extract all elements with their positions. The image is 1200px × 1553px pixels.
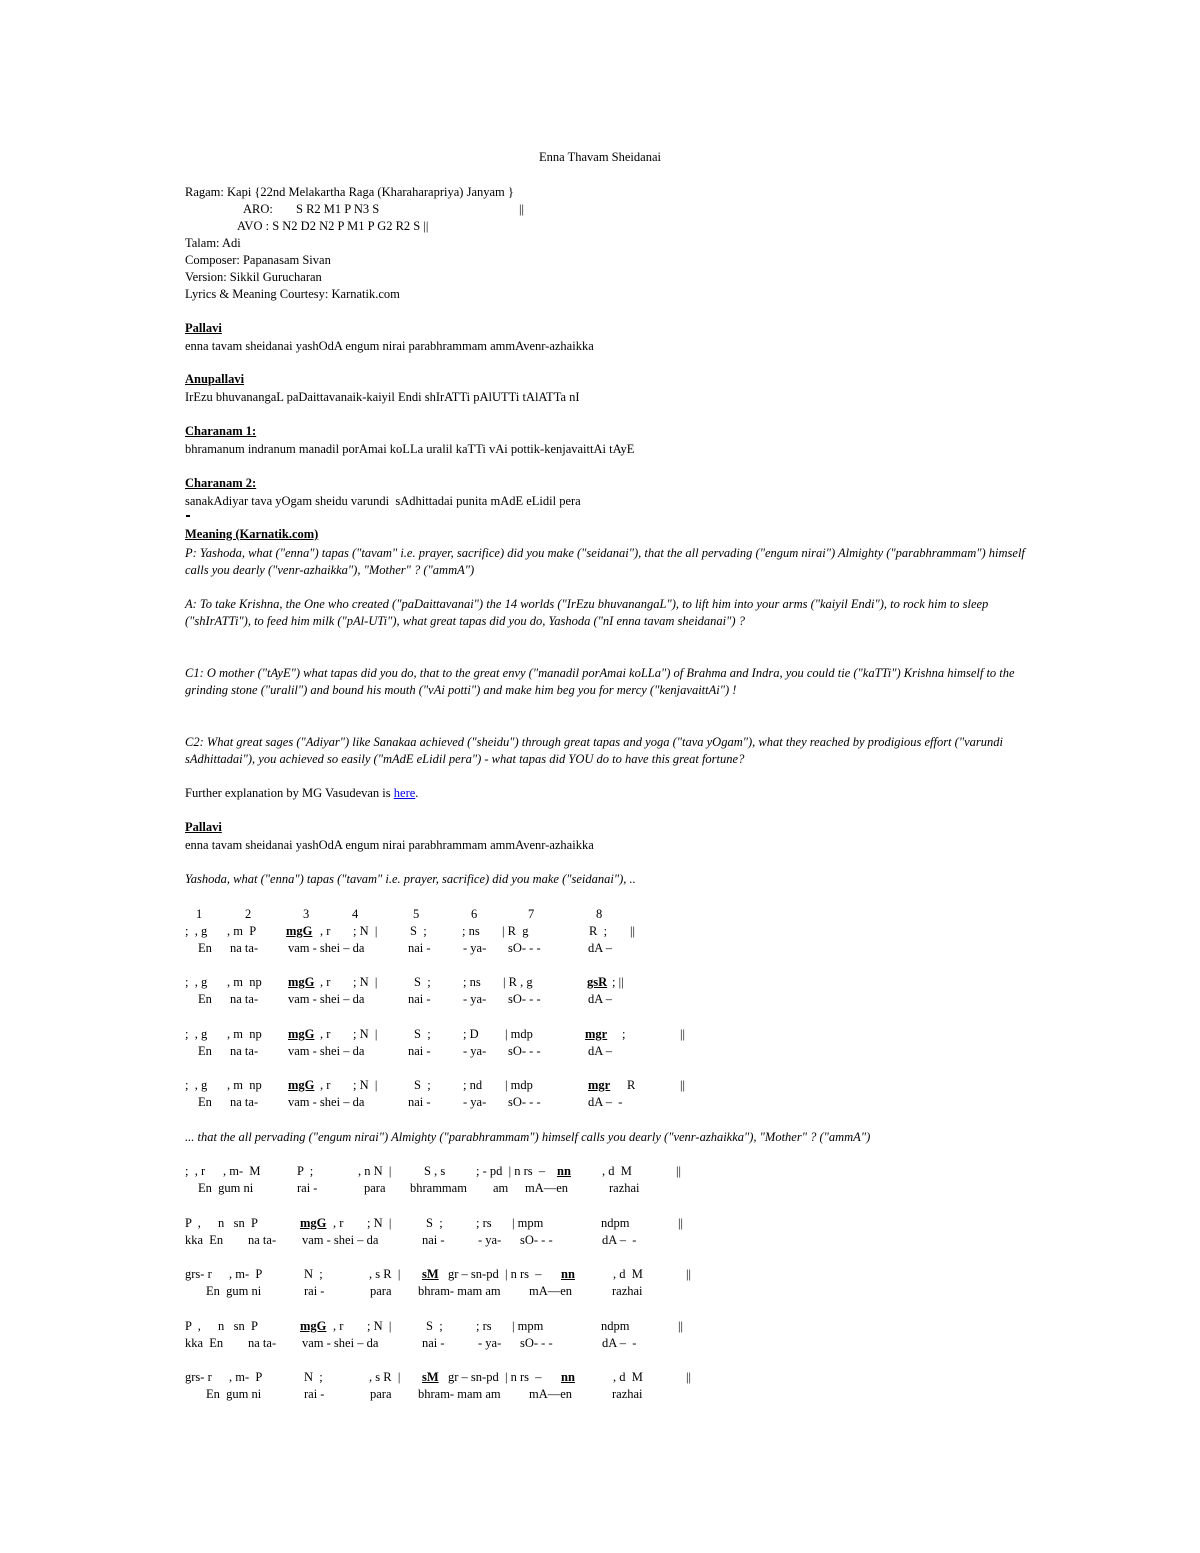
notation-meaning-2: ... that the all pervading ("engum nirai") Almighty ("parabhrammam") himself calls you dearly ("venr-azhaikka"), "Mother" ? ("ammA") xyxy=(185,1130,871,1144)
syllable: En xyxy=(198,1044,212,1058)
syllable: na ta- xyxy=(230,992,259,1006)
syllable: - ya- xyxy=(463,941,487,955)
swara: | R , g xyxy=(503,975,533,989)
aro-label: ARO: xyxy=(243,202,273,216)
syllable: En xyxy=(198,941,212,955)
swara: , d M xyxy=(602,1164,632,1178)
syllable: En xyxy=(198,992,212,1006)
syllable: nai - xyxy=(408,1095,431,1109)
charanam2-text: sanakAdiyar tava yOgam sheidu varundi sAdhittadai punita mAdE eLidil pera xyxy=(185,494,581,508)
syllable: bhrammam xyxy=(410,1181,467,1195)
syllable: kka En xyxy=(185,1233,224,1247)
syllable: vam - shei – da xyxy=(288,941,365,955)
swara: mgG xyxy=(288,1027,315,1041)
swara: || xyxy=(676,1164,682,1178)
swara: | R g xyxy=(502,924,529,938)
syllable: En gum ni xyxy=(206,1387,262,1401)
swara: ; ns xyxy=(463,975,481,989)
swara: , s R | xyxy=(369,1267,401,1281)
swara: , m- M xyxy=(223,1164,261,1178)
anupallavi-heading: Anupallavi xyxy=(185,372,245,386)
swara: | mdp xyxy=(505,1078,533,1092)
syllable: sO- - - xyxy=(508,941,541,955)
swara: n sn P xyxy=(218,1216,258,1230)
swara: , r xyxy=(333,1319,344,1333)
syllable: sO- - - xyxy=(508,1095,541,1109)
swara: P ; xyxy=(297,1164,314,1178)
charanam1-heading: Charanam 1: xyxy=(185,424,257,438)
stray-mark xyxy=(186,515,190,517)
swara: ; N | xyxy=(353,975,378,989)
swara: nn xyxy=(561,1267,575,1281)
syllable: sO- - - xyxy=(520,1336,553,1350)
swara: | mpm xyxy=(512,1216,544,1230)
swara: || xyxy=(686,1370,692,1384)
syllable: bhram- mam am xyxy=(418,1284,501,1298)
syllable: vam - shei – da xyxy=(302,1336,379,1350)
syllable: - ya- xyxy=(478,1233,502,1247)
swara: ; D xyxy=(463,1027,479,1041)
syllable: na ta- xyxy=(230,1044,259,1058)
charanam2-heading: Charanam 2: xyxy=(185,476,257,490)
swara: | mdp xyxy=(505,1027,533,1041)
syllable: dA – xyxy=(588,941,612,955)
beat-number: 7 xyxy=(528,907,535,921)
beat-number: 8 xyxy=(596,907,603,921)
syllable: am xyxy=(493,1181,509,1195)
swara: , d M xyxy=(613,1370,643,1384)
swara: N ; xyxy=(304,1267,323,1281)
swara: n sn P xyxy=(218,1319,258,1333)
swara: ; xyxy=(622,1027,626,1041)
swara: mgG xyxy=(300,1216,327,1230)
syllable: na ta- xyxy=(230,1095,259,1109)
ragam-line: Ragam: Kapi {22nd Melakartha Raga (Kharaharapriya) Janyam } xyxy=(185,185,514,199)
swara: gr – sn-pd | n rs – xyxy=(448,1370,542,1384)
syllable: na ta- xyxy=(248,1233,277,1247)
syllable: En gum ni xyxy=(198,1181,254,1195)
swara: nn xyxy=(561,1370,575,1384)
meaning-charanam1: C1: O mother ("tAyE") what tapas did you do, that to the great envy ("manadil porAmai koLLa") of Brahma and Indra, you could tie ("kaTTi") Krishna himself to the grinding stone ("uralil") and bound his mouth ("vAi potti") and make him beg you for mercy ("kenjavaittAi") ! xyxy=(185,666,1015,697)
swara: ; , g xyxy=(185,1027,208,1041)
meaning-pallavi: P: Yashoda, what ("enna") tapas ("tavam" i.e. prayer, sacrifice) did you make ("seidanai"), that the all pervading ("engum nirai") Almighty ("parabhrammam") himself calls you dearly ("venr-azhaikka"), "Mother" ? ("ammA") xyxy=(185,546,1025,577)
swara: ndpm xyxy=(601,1319,630,1333)
swara: ndpm xyxy=(601,1216,630,1230)
syllable: - ya- xyxy=(463,1095,487,1109)
swara: ; || xyxy=(612,975,624,989)
courtesy-line: Lyrics & Meaning Courtesy: Karnatik.com xyxy=(185,287,400,301)
further-text: Further explanation by MG Vasudevan is xyxy=(185,786,394,800)
syllable: para xyxy=(370,1387,392,1401)
swara: , r xyxy=(320,975,331,989)
swara: | mpm xyxy=(512,1319,544,1333)
swara: S , s xyxy=(424,1164,446,1178)
swara: S ; xyxy=(426,1216,443,1230)
aro-line: S R2 M1 P N3 S xyxy=(296,202,380,216)
swara: ; , r xyxy=(185,1164,206,1178)
swara: P , xyxy=(185,1216,201,1230)
beat-number: 3 xyxy=(303,907,310,921)
swara: , s R | xyxy=(369,1370,401,1384)
syllable: vam - shei – da xyxy=(288,1044,365,1058)
swara: grs- r xyxy=(185,1370,212,1384)
swara: || xyxy=(678,1216,684,1230)
syllable: rai - xyxy=(297,1181,318,1195)
syllable: dA – - xyxy=(588,1095,623,1109)
syllable: nai - xyxy=(408,1044,431,1058)
swara: S ; xyxy=(414,975,431,989)
syllable: para xyxy=(370,1284,392,1298)
syllable: sO- - - xyxy=(508,1044,541,1058)
swara: ; , g xyxy=(185,1078,208,1092)
composer-line: Composer: Papanasam Sivan xyxy=(185,253,331,267)
swara: ; ns xyxy=(462,924,480,938)
syllable: - ya- xyxy=(463,1044,487,1058)
swara: mgG xyxy=(300,1319,327,1333)
swara: || xyxy=(678,1319,684,1333)
swara: nn xyxy=(557,1164,571,1178)
swara: , n N | xyxy=(358,1164,392,1178)
syllable: nai - xyxy=(408,941,431,955)
swara: gsR xyxy=(587,975,608,989)
syllable: dA – - xyxy=(602,1233,637,1247)
syllable: - ya- xyxy=(463,992,487,1006)
swara: , m np xyxy=(227,1027,262,1041)
swara: mgr xyxy=(588,1078,611,1092)
syllable: - ya- xyxy=(478,1336,502,1350)
notation-meaning-1: Yashoda, what ("enna") tapas ("tavam" i.e. prayer, sacrifice) did you make ("seidanai"), .. xyxy=(185,872,636,886)
syllable: bhram- mam am xyxy=(418,1387,501,1401)
beat-number: 1 xyxy=(196,907,203,921)
syllable: razhai xyxy=(612,1284,643,1298)
syllable: vam - shei – da xyxy=(288,1095,365,1109)
notation-pallavi-heading: Pallavi xyxy=(185,820,222,834)
swara: || xyxy=(630,924,636,938)
syllable: nai - xyxy=(422,1233,445,1247)
swara: , m- P xyxy=(229,1267,263,1281)
syllable: vam - shei – da xyxy=(288,992,365,1006)
swara: , r xyxy=(333,1216,344,1230)
swara: , r xyxy=(320,1078,331,1092)
aro-end: || xyxy=(519,202,525,216)
swara: , r xyxy=(320,924,331,938)
syllable: na ta- xyxy=(248,1336,277,1350)
swara: mgG xyxy=(288,975,315,989)
swara: sM xyxy=(422,1370,439,1384)
avo-line: AVO : S N2 D2 N2 P M1 P G2 R2 S || xyxy=(237,219,429,233)
page-title: Enna Thavam Sheidanai xyxy=(539,150,661,164)
here-link[interactable]: here xyxy=(393,786,416,800)
syllable: mA—en xyxy=(529,1387,573,1401)
notation-pallavi-text: enna tavam sheidanai yashOdA engum nirai parabhrammam ammAvenr-azhaikka xyxy=(185,838,594,852)
swara: mgr xyxy=(585,1027,608,1041)
syllable: En gum ni xyxy=(206,1284,262,1298)
swara: ; rs xyxy=(476,1319,492,1333)
syllable: vam - shei – da xyxy=(302,1233,379,1247)
swara: , d M xyxy=(613,1267,643,1281)
swara: R ; xyxy=(589,924,608,938)
pallavi-text: enna tavam sheidanai yashOdA engum nirai parabhrammam ammAvenr-azhaikka xyxy=(185,339,594,353)
further-period: . xyxy=(415,786,419,800)
meaning-heading: Meaning (Karnatik.com) xyxy=(185,527,319,541)
swara: S ; xyxy=(410,924,427,938)
swara: , m np xyxy=(227,1078,262,1092)
swara: ; N | xyxy=(367,1319,392,1333)
swara: ; , g xyxy=(185,924,208,938)
meaning-anupallavi: A: To take Krishna, the One who created ("paDaittavanai") the 14 worlds ("IrEzu bhuvanangaL"), to lift him into your arms ("kaiyil Endi"), to rock him to sleep ("shIrATTi"), to feed him milk ("pAl-UTi"), what great tapas did you do, Yashoda ("nI enna tavam sheidanai") ? xyxy=(185,597,989,628)
swara: , m P xyxy=(227,924,257,938)
syllable: dA – - xyxy=(602,1336,637,1350)
swara: P , xyxy=(185,1319,201,1333)
swara: S ; xyxy=(426,1319,443,1333)
syllable: nai - xyxy=(422,1336,445,1350)
swara: ; nd xyxy=(463,1078,483,1092)
swara: N ; xyxy=(304,1370,323,1384)
syllable: En xyxy=(198,1095,212,1109)
syllable: para xyxy=(364,1181,386,1195)
anupallavi-text: IrEzu bhuvanangaL paDaittavanaik-kaiyil Endi shIrATTi pAlUTTi tAlATTa nI xyxy=(185,390,580,404)
swara: grs- r xyxy=(185,1267,212,1281)
swara: sM xyxy=(422,1267,439,1281)
swara: ; N | xyxy=(367,1216,392,1230)
swara: || xyxy=(686,1267,692,1281)
swara: , r xyxy=(320,1027,331,1041)
swara: gr – sn-pd | n rs – xyxy=(448,1267,542,1281)
further-explanation xyxy=(185,785,418,802)
swara: ; N | xyxy=(353,924,378,938)
pallavi-heading: Pallavi xyxy=(185,321,222,335)
swara: S ; xyxy=(414,1027,431,1041)
swara: ; rs xyxy=(476,1216,492,1230)
syllable: rai - xyxy=(304,1387,325,1401)
syllable: nai - xyxy=(408,992,431,1006)
swara: ; N | xyxy=(353,1078,378,1092)
swara: || xyxy=(680,1078,686,1092)
syllable: mA—en xyxy=(529,1284,573,1298)
swara: ; - pd | n rs – xyxy=(476,1164,546,1178)
syllable: sO- - - xyxy=(508,992,541,1006)
swara: mgG xyxy=(286,924,313,938)
syllable: kka En xyxy=(185,1336,224,1350)
syllable: razhai xyxy=(609,1181,640,1195)
swara: || xyxy=(680,1027,686,1041)
beat-number: 5 xyxy=(413,907,420,921)
syllable: dA – xyxy=(588,992,612,1006)
syllable: dA – xyxy=(588,1044,612,1058)
beat-number: 4 xyxy=(352,907,359,921)
swara: , m- P xyxy=(229,1370,263,1384)
talam-line: Talam: Adi xyxy=(185,236,241,250)
charanam1-text: bhramanum indranum manadil porAmai koLLa uralil kaTTi vAi pottik-kenjavaittAi tAyE xyxy=(185,442,635,456)
swara: , m np xyxy=(227,975,262,989)
beat-number: 2 xyxy=(245,907,252,921)
syllable: rai - xyxy=(304,1284,325,1298)
swara: mgG xyxy=(288,1078,315,1092)
syllable: razhai xyxy=(612,1387,643,1401)
syllable: na ta- xyxy=(230,941,259,955)
swara: S ; xyxy=(414,1078,431,1092)
syllable: sO- - - xyxy=(520,1233,553,1247)
swara: R xyxy=(627,1078,636,1092)
swara: ; N | xyxy=(353,1027,378,1041)
meaning-charanam2: C2: What great sages ("Adiyar") like Sanakaa achieved ("sheidu") through great tapas and yoga ("tava yOgam"), what they reached by prodigious effort ("varundi sAdhittadai"), you achieved so easily ("mAdE eLidil pera") - what tapas did YOU do to have this great fortune? xyxy=(185,735,1003,766)
version-line: Version: Sikkil Gurucharan xyxy=(185,270,322,284)
beat-number: 6 xyxy=(471,907,478,921)
swara: ; , g xyxy=(185,975,208,989)
syllable: mA—en xyxy=(525,1181,569,1195)
